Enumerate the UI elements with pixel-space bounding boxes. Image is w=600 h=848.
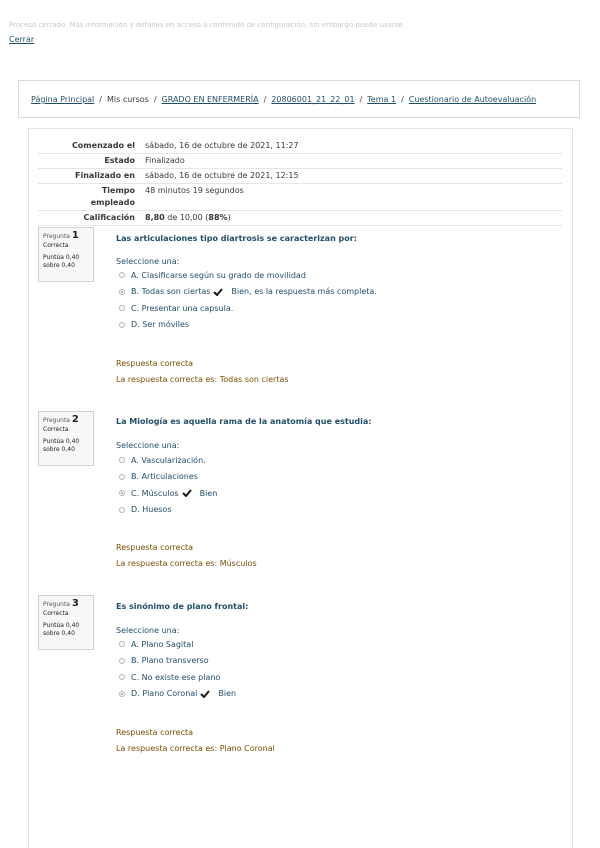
answer-label: B. Todas son ciertas — [131, 287, 211, 297]
answer-label: C. Presentar una capsula. — [131, 303, 234, 313]
answer-feedback: Bien, es la respuesta más completa. — [231, 287, 377, 297]
radio-button[interactable] — [119, 658, 125, 664]
answer-option[interactable] — [119, 636, 236, 653]
grade-value: 8,80 — [145, 213, 165, 222]
summary-row — [38, 211, 562, 226]
answer-option[interactable] — [119, 300, 377, 317]
grade-close: ) — [227, 213, 231, 222]
answer-option-selected[interactable] — [119, 686, 236, 703]
question-info-3 — [38, 595, 94, 650]
answer-option[interactable] — [119, 452, 217, 469]
question-state: Correcta — [43, 610, 69, 617]
summary-row — [38, 154, 562, 169]
question-outcome: Respuesta correcta — [116, 543, 194, 552]
breadcrumb-separator: / — [401, 95, 404, 104]
question-info-2 — [38, 411, 94, 466]
radio-button[interactable] — [119, 507, 125, 513]
correct-answer-text: La respuesta correcta es: Todas son ciertas — [116, 375, 289, 384]
radio-button[interactable] — [119, 457, 125, 463]
answer-option[interactable] — [119, 267, 377, 284]
summary-value: 48 minutos 19 segundos — [141, 184, 562, 211]
top-note: Proceso cerrado. Más información y detalles en acceso a contenido de configuración, sin embargo puede usarse. — [9, 22, 405, 29]
radio-button[interactable] — [119, 305, 125, 311]
answer-label: D. Plano Coronal — [131, 689, 198, 699]
question-number — [43, 414, 89, 425]
correct-answer-text: La respuesta correcta es: Músculos — [116, 559, 257, 568]
breadcrumb-separator: / — [359, 95, 363, 104]
breadcrumb-my-courses: Mis cursos — [106, 95, 149, 104]
question-mark: Puntúa 0,40 sobre 0,40 — [43, 438, 80, 453]
answer-label: D. Ser móviles — [131, 320, 190, 330]
answer-prompt: Seleccione una: — [116, 626, 180, 635]
summary-label: Comenzado el — [38, 139, 141, 154]
breadcrumb-degree[interactable]: GRADO EN ENFERMERÍA — [161, 95, 259, 104]
question-outcome: Respuesta correcta — [116, 728, 194, 737]
question-text-2: La Miología es aquella rama de la anatomía que estudia: — [116, 417, 372, 426]
question-text-3: Es sinónimo de plano frontal: — [116, 602, 249, 611]
question-info-1 — [38, 227, 94, 282]
radio-button[interactable] — [119, 674, 125, 680]
question-word: Pregunta — [43, 233, 70, 240]
answer-list-1 — [119, 267, 377, 333]
breadcrumb-panel — [18, 80, 580, 118]
radio-button-checked[interactable] — [119, 289, 125, 295]
breadcrumb-course[interactable]: 20806001_21_22_01 — [271, 95, 355, 104]
radio-button[interactable] — [119, 474, 125, 480]
question-word: Pregunta — [43, 417, 70, 424]
summary-value: sábado, 16 de octubre de 2021, 12:15 — [141, 169, 562, 184]
breadcrumb — [31, 95, 536, 104]
checkmark-icon — [182, 489, 192, 497]
correct-answer-text: La respuesta correcta es: Plano Coronal — [116, 744, 275, 753]
answer-option[interactable] — [119, 317, 377, 334]
answer-option[interactable] — [119, 502, 217, 519]
summary-row — [38, 169, 562, 184]
answer-label: A. Plano Sagital — [131, 639, 194, 649]
answer-label: B. Articulaciones — [131, 472, 198, 482]
answer-list-2 — [119, 452, 217, 518]
question-index: 2 — [71, 414, 79, 425]
summary-label: Calificación — [38, 211, 141, 226]
question-number — [43, 230, 89, 241]
question-mark: Puntúa 0,40 sobre 0,40 — [43, 622, 80, 637]
grade-out-of: de 10,00 ( — [164, 213, 209, 222]
question-state: Correcta — [43, 242, 69, 249]
question-index: 3 — [71, 598, 79, 609]
question-state: Correcta — [43, 426, 69, 433]
checkmark-icon — [213, 288, 223, 296]
question-outcome: Respuesta correcta — [116, 359, 194, 368]
answer-option-selected[interactable] — [119, 284, 377, 301]
summary-label: Estado — [38, 154, 141, 169]
breadcrumb-home[interactable]: Página Principal — [31, 95, 95, 104]
answer-prompt: Seleccione una: — [116, 441, 180, 450]
answer-label: C. Músculos — [131, 488, 179, 498]
radio-button[interactable] — [119, 272, 125, 278]
answer-list-3 — [119, 636, 236, 702]
checkmark-icon — [200, 690, 210, 698]
answer-feedback: Bien — [218, 689, 237, 699]
question-mark: Puntúa 0,40 sobre 0,40 — [43, 254, 80, 269]
question-word: Pregunta — [43, 601, 70, 608]
radio-button[interactable] — [119, 322, 125, 328]
summary-label: Finalizado en — [38, 169, 141, 184]
summary-label: Tiempo empleado — [38, 184, 141, 211]
radio-button-checked[interactable] — [119, 691, 125, 697]
summary-row — [38, 184, 562, 211]
radio-button[interactable] — [119, 641, 125, 647]
answer-option[interactable] — [119, 653, 236, 670]
summary-grade — [141, 211, 562, 226]
breadcrumb-separator: / — [263, 95, 267, 104]
answer-prompt: Seleccione una: — [116, 257, 180, 266]
question-index: 1 — [71, 230, 79, 241]
summary-value: Finalizado — [141, 154, 562, 169]
answer-label: A. Vascularización. — [131, 455, 206, 465]
answer-option-selected[interactable] — [119, 485, 217, 502]
radio-button-checked[interactable] — [119, 490, 125, 496]
summary-value: sábado, 16 de octubre de 2021, 11:27 — [141, 139, 562, 154]
answer-option[interactable] — [119, 669, 236, 686]
answer-label: A. Clasificarse según su grado de movilidad — [131, 270, 306, 280]
question-text-1: Las articulaciones tipo diartrosis se caracterizan por: — [116, 234, 357, 243]
breadcrumb-separator: / — [153, 95, 157, 104]
summary-row — [38, 139, 562, 154]
answer-label: B. Plano transverso — [131, 656, 209, 666]
answer-option[interactable] — [119, 469, 217, 486]
grade-percent: 88% — [208, 213, 228, 222]
attempt-summary-table — [38, 139, 562, 226]
answer-label: C. No existe ese plano — [131, 672, 221, 682]
question-number — [43, 598, 89, 609]
breadcrumb-separator: / — [99, 95, 102, 104]
close-link[interactable]: Cerrar — [9, 35, 35, 44]
breadcrumb-quiz[interactable]: Cuestionario de Autoevaluación — [408, 95, 537, 104]
answer-label: D. Huesos — [131, 505, 172, 515]
answer-feedback: Bien — [199, 488, 218, 498]
breadcrumb-topic[interactable]: Tema 1 — [367, 95, 397, 104]
